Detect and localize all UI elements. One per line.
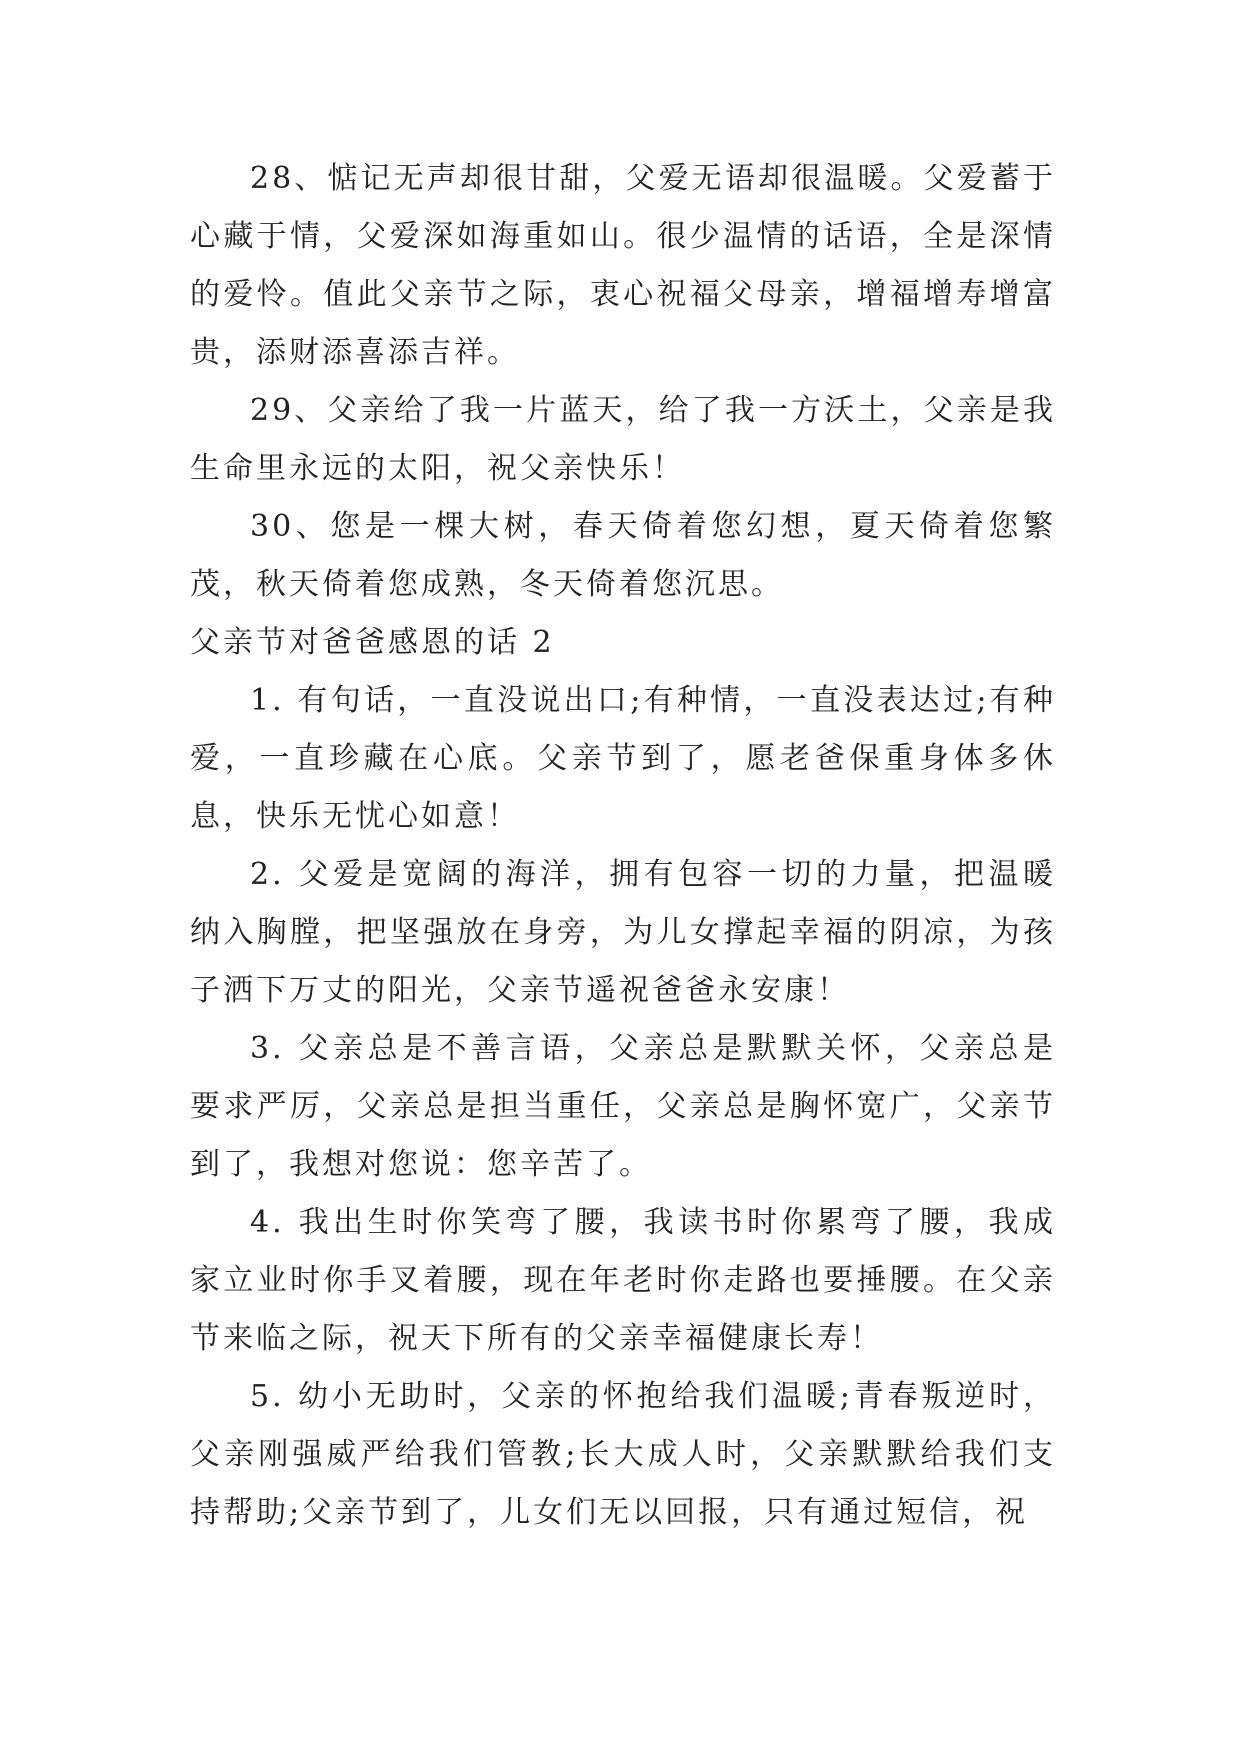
paragraph-5: 5. 幼小无助时，父亲的怀抱给我们温暖;青春叛逆时，父亲刚强威严给我们管教;长大成人时，父亲默默给我们支持帮助;父亲节到了，儿女们无以回报，只有通过短信，祝 — [190, 1379, 1056, 1530]
paragraph-28: 28、惦记无声却很甘甜，父爱无语却很温暖。父爱蓄于心藏于情，父爱深如海重如山。很少温情的话语，全是深情的爱怜。值此父亲节之际，衷心祝福父母亲，增福增寿增富贵，添财添喜添吉祥。 — [190, 161, 1056, 370]
paragraph-1: 1. 有句话，一直没说出口;有种情，一直没表达过;有种爱，一直珍藏在心底。父亲节到了，愿老爸保重身体多休息，快乐无忧心如意！ — [190, 683, 1056, 834]
paragraph-29: 29、父亲给了我一片蓝天，给了我一方沃土，父亲是我生命里永远的太阳，祝父亲快乐！ — [190, 393, 1056, 486]
paragraph-30: 30、您是一棵大树，春天倚着您幻想，夏天倚着您繁茂，秋天倚着您成熟，冬天倚着您沉思。 — [190, 509, 1056, 602]
section-heading: 父亲节对爸爸感恩的话 2 — [190, 625, 555, 660]
document-body — [190, 150, 1056, 1542]
paragraph-3: 3. 父亲总是不善言语，父亲总是默默关怀，父亲总是要求严厉，父亲总是担当重任，父亲总是胸怀宽广，父亲节到了，我想对您说：您辛苦了。 — [190, 1031, 1056, 1182]
paragraph-2: 2. 父爱是宽阔的海洋，拥有包容一切的力量，把温暖纳入胸膛，把坚强放在身旁，为儿女撑起幸福的阴凉，为孩子洒下万丈的阳光，父亲节遥祝爸爸永安康！ — [190, 857, 1056, 1008]
paragraph-4: 4. 我出生时你笑弯了腰，我读书时你累弯了腰，我成家立业时你手叉着腰，现在年老时你走路也要捶腰。在父亲节来临之际，祝天下所有的父亲幸福健康长寿！ — [190, 1205, 1056, 1356]
